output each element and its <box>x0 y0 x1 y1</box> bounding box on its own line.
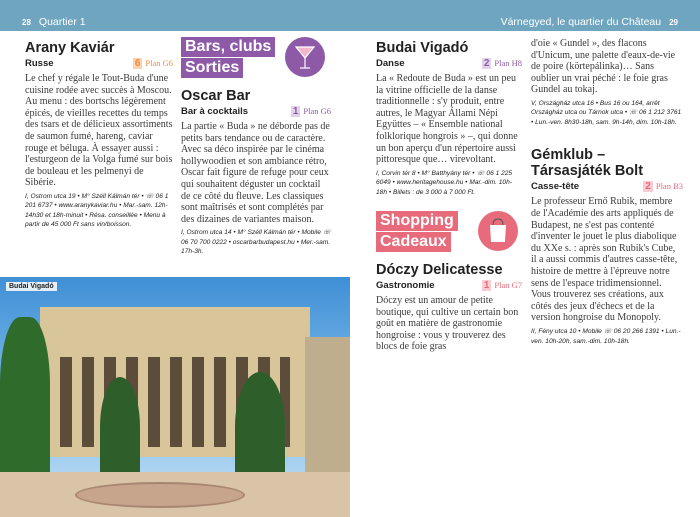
entry-info: I, Ostrom utca 14 • M° Széll Kálmán tér • Mobile ☏ 06 70 700 0222 • oscarbarbudapest.hu • Mer.-sam. 17h-3h. <box>181 229 331 256</box>
entry-title: Oscar Bar <box>181 88 251 104</box>
entry-arany-kaviar <box>25 40 173 230</box>
cocktail-icon <box>285 37 325 77</box>
entry-category: Gastronomie <box>376 280 435 291</box>
entry-category: Russe <box>25 58 54 69</box>
chapter-title: Quartier 1 <box>38 16 86 28</box>
left-header <box>22 16 86 28</box>
entry-gemklub <box>531 147 683 346</box>
entry-oscar-bar <box>181 88 331 257</box>
entry-info: V, Országház utca 16 • Bus 16 ou 164, arrêt Országház utca ou Tárnok utca • ☏ 06 1 212 3761 • Lun.-ven. 8h30-18h, sam. 9h-14h, dim. 10h-18h. <box>531 99 682 126</box>
page-number-left: 28 <box>22 18 31 27</box>
column-4 <box>531 38 683 346</box>
entry-doczy <box>376 262 522 353</box>
entry-info: I, Corvin tér 8 • M° Batthyány tér • ☏ 06 1 225 6049 • www.heritagehouse.hu • Mar.-dim. 10h-18h • Billets : de 3 000 à 7 000 Ft. <box>376 169 513 196</box>
entry-body-continued: d'oie « Gundel », des flacons d'Unicum, une palette d'eaux-de-vie de poire (körtepálinka)… Sans oublier un vrai péché : le foie gras Gundel au tokaj. <box>531 38 676 96</box>
shopping-bag-icon <box>478 211 518 251</box>
entry-budai-vigado <box>376 40 522 197</box>
section-title: Várnegyed, le quartier du Château <box>500 16 662 28</box>
entry-info: I, Ostrom utca 19 • M° Széll Kálmán tér • ☏ 06 1 201 6737 • www.aranykaviar.hu • Mar.-sam. 12h-14h30 et 18h-minuit • Résa. conseillée • Menu à partir de 45 000 Ft sans vin/boisson. <box>25 192 169 229</box>
page-number-right: 29 <box>669 18 678 27</box>
plan-ref: 6 Plan G6 <box>134 58 173 69</box>
photo-budai-vigado <box>0 277 350 517</box>
entry-category: Bar à cocktails <box>181 106 249 117</box>
shopping-section <box>376 211 522 353</box>
fountain <box>75 482 245 508</box>
plan-ref: 2 Plan H8 <box>483 58 522 69</box>
entry-info: II, Fény utca 10 • Mobile ☏ 06 20 266 1391 • Lun.-ven. 10h-20h, sam.-dim. 10h-18h. <box>531 328 681 345</box>
entry-category: Danse <box>376 58 405 69</box>
entry-title: Arany Kaviár <box>25 40 115 56</box>
entry-body: Le chef y régale le Tout-Buda d'une cuisine rodée avec succès à Moscou. Au menu : des bortschs légèrement épicés, de vieilles recettes du temps des tsars et de délicieux assortiments de saumon fumé, hareng, caviar rouge et béluga. À essayer aussi : l'esturgeon de la Volga fumé sur bois de bouleau et les pelmenyi de Sibérie. <box>25 73 173 189</box>
tree <box>100 377 140 477</box>
section-heading-shopping: Shopping Cadeaux <box>376 211 522 252</box>
right-header <box>501 16 678 28</box>
entry-body: La partie « Buda » ne déborde pas de petits bars tendance ou de caractère. Avec sa déco inspirée par le cinéma hollywoodien et son ambiance rétro, Oscar fait figure de refuge pour ceux qui souhaitent déguster un cocktail de ce côté du fleuve. Les classiques sont maîtrisés et sont complétés par des dizaines de variantes maison. <box>181 121 330 225</box>
entry-body: Dóczy est un amour de petite boutique, qui cultive un certain bon goût en matière de gastronomie hongroise : vous y trouverez des blocs de foie gras <box>376 295 519 353</box>
tree <box>235 372 285 482</box>
entry-body: La « Redoute de Buda » est un peu la vitrine officielle de la danse traditionnelle : s'y produit, entre autres, le Magyar Állami Népi Együttes – « Ensemble national folklorique hongrois » –, qui donne un bon aperçu d'un répertoire aussi pittoresque que… virevoltant. <box>376 73 518 166</box>
entry-title: Gémklub – Társasjáték Bolt <box>531 147 644 180</box>
entry-category: Casse-tête <box>531 181 580 193</box>
photo-caption: Budai Vigadó <box>6 282 57 291</box>
entry-title: Budai Vigadó <box>376 40 469 56</box>
section-heading-bars: Bars, clubs Sorties <box>181 37 331 78</box>
side-building <box>305 337 350 487</box>
tree <box>0 317 50 487</box>
running-header <box>0 0 700 31</box>
entry-title: Dóczy Delicatesse <box>376 262 503 278</box>
plan-ref: 1 Plan G6 <box>292 106 331 117</box>
bars-section <box>181 37 331 257</box>
plan-ref: 1 Plan G7 <box>483 280 522 291</box>
plan-ref: 2 Plan B3 <box>645 181 683 193</box>
entry-body: Le professeur Ernő Rubik, membre de l'Académie des arts appliqués de Budapest, ne s'est pas contenté d'inventer le jouet le plus diabolique du XXe s. : après son Rubik's Cube, il a aussi commis d'autres casse-tête, histoire de mettre à l'épreuve notre sens de l'espace tridimensionnel. Vous trouverez ses créations, aux côtés des jeux d'échecs et de la version hongroise du Monopoly. <box>531 196 678 324</box>
